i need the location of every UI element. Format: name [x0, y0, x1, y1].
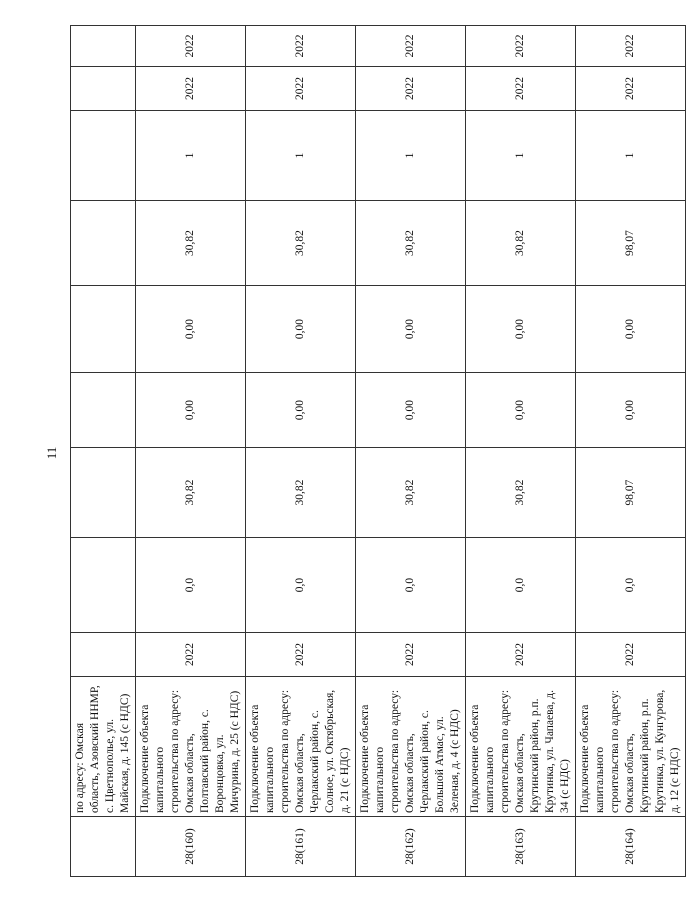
row-number-cell: 28(160) [136, 817, 246, 877]
end-year-cell: 2022 [576, 26, 686, 67]
table-row [136, 26, 246, 877]
value-cell: 0,00 [576, 373, 686, 448]
count-cell: 1 [356, 111, 466, 201]
value-cell: 0,00 [466, 286, 576, 373]
num-cell [71, 817, 136, 877]
rotated-table-wrapper [70, 26, 681, 877]
value-cell: 0,00 [356, 286, 466, 373]
description-cell: Подключение объекта капитального строительства по адресу: Омская область, Крутинский район, р.п. Крутинка, ул. Чапаева, д. 34 (с НДС) [466, 677, 576, 817]
page-number: 11 [44, 446, 59, 460]
value-cell: 98,07 [576, 448, 686, 538]
table-row-continuation [71, 26, 136, 877]
value-cell: 30,82 [246, 448, 356, 538]
count-cell: 1 [136, 111, 246, 201]
table-row [576, 26, 686, 877]
value-cell: 30,82 [136, 448, 246, 538]
row-number-cell: 28(163) [466, 817, 576, 877]
table-row [246, 26, 356, 877]
value-cell: 0,00 [136, 373, 246, 448]
end-year-cell: 2022 [356, 26, 466, 67]
year-cell: 2022 [576, 633, 686, 677]
value-cell: 0,0 [576, 538, 686, 633]
value-cell: 0,00 [466, 373, 576, 448]
description-cell: Подключение объекта капитального строительства по адресу: Омская область, Полтавский район, с. Воронцовка, ул. Мичурина, д. 25 (с НДС) [136, 677, 246, 817]
value-cell: 30,82 [466, 448, 576, 538]
value-cell: 0,0 [246, 538, 356, 633]
total-cell: 30,82 [466, 201, 576, 286]
table-row [466, 26, 576, 877]
start-year-cell: 2022 [356, 67, 466, 111]
year-cell: 2022 [466, 633, 576, 677]
description-cell: Подключение объекта капитального строительства по адресу: Омская область, Черлакский район, с. Большой Атмас, ул. Зеленая, д. 4 (с НДС) [356, 677, 466, 817]
start-year-cell: 2022 [576, 67, 686, 111]
value-cell: 0,0 [136, 538, 246, 633]
total-cell: 98,07 [576, 201, 686, 286]
total-cell: 30,82 [356, 201, 466, 286]
description-cell: Подключение объекта капитального строительства по адресу: Омская область, Черлакский район, с. Солное, ул. Октябрьская, д. 21 (с НДС) [246, 677, 356, 817]
value-cell: 0,00 [246, 286, 356, 373]
start-year-cell: 2022 [466, 67, 576, 111]
year-cell: 2022 [246, 633, 356, 677]
row-number-cell: 28(162) [356, 817, 466, 877]
end-year-cell: 2022 [136, 26, 246, 67]
value-cell: 30,82 [356, 448, 466, 538]
year-cell: 2022 [136, 633, 246, 677]
count-cell: 1 [576, 111, 686, 201]
count-cell: 1 [466, 111, 576, 201]
row-number-cell: 28(161) [246, 817, 356, 877]
description-cell: по адресу: Омская область, Азовский ННМР, с. Цветнополье, ул. Майская, д. 145 (с НДС) [71, 677, 136, 817]
value-cell: 0,00 [246, 373, 356, 448]
count-cell: 1 [246, 111, 356, 201]
investment-table [70, 25, 686, 877]
row-number-cell: 28(164) [576, 817, 686, 877]
table-row [356, 26, 466, 877]
description-cell: Подключение объекта капитального строительства по адресу: Омская область, Крутинский район, р.п. Крутинка, ул. Кунгурова, д. 12 (с НДС) [576, 677, 686, 817]
total-cell: 30,82 [136, 201, 246, 286]
value-cell: 0,0 [466, 538, 576, 633]
value-cell: 0,00 [136, 286, 246, 373]
start-year-cell: 2022 [246, 67, 356, 111]
value-cell: 0,00 [356, 373, 466, 448]
value-cell: 0,0 [356, 538, 466, 633]
end-year-cell: 2022 [466, 26, 576, 67]
start-year-cell: 2022 [136, 67, 246, 111]
total-cell: 30,82 [246, 201, 356, 286]
value-cell: 0,00 [576, 286, 686, 373]
end-year-cell: 2022 [246, 26, 356, 67]
year-cell: 2022 [356, 633, 466, 677]
